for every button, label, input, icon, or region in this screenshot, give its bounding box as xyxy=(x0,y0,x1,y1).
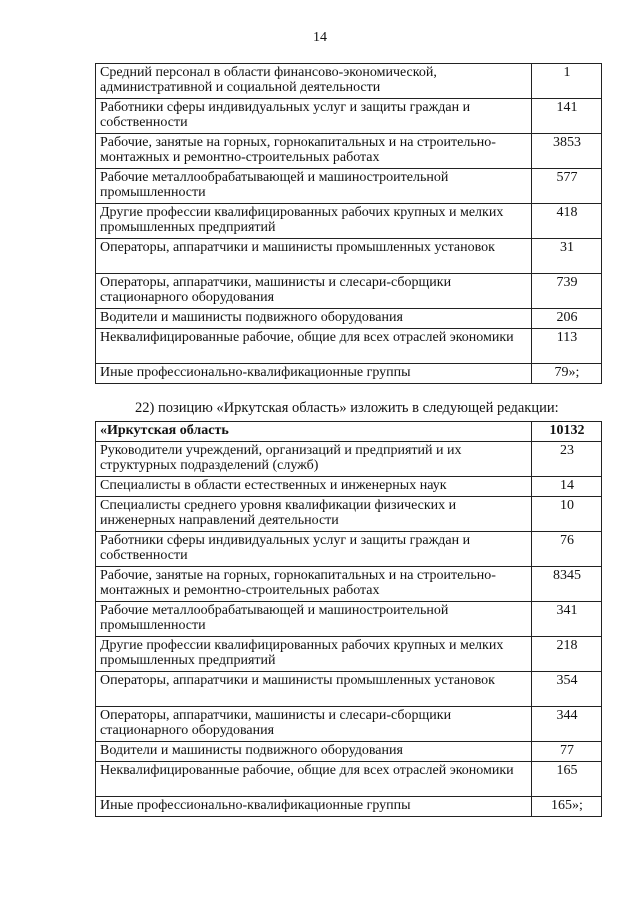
table-row xyxy=(96,567,602,602)
occupation-count: 218 xyxy=(532,637,602,672)
occupation-name: Руководители учреждений, организаций и предприятий и их структурных подразделений (служб) xyxy=(96,442,532,477)
table-row xyxy=(96,274,602,309)
table-row xyxy=(96,169,602,204)
table-row xyxy=(96,762,602,797)
occupation-count: 1 xyxy=(532,64,602,99)
occupation-name: Средний персонал в области финансово-экономической, административной и социальной деятельности xyxy=(96,64,532,99)
occupation-count: 14 xyxy=(532,477,602,497)
occupation-count: 165»; xyxy=(532,797,602,817)
occupation-name: Другие профессии квалифицированных рабочих крупных и мелких промышленных предприятий xyxy=(96,637,532,672)
occupation-count: 8345 xyxy=(532,567,602,602)
occupation-count: 10 xyxy=(532,497,602,532)
occupation-count: 79»; xyxy=(532,364,602,384)
occupation-table-irkutsk xyxy=(95,421,602,817)
occupation-count: 141 xyxy=(532,99,602,134)
occupation-name: Рабочие металлообрабатывающей и машиностроительной промышленности xyxy=(96,602,532,637)
table-row xyxy=(96,329,602,364)
table-row xyxy=(96,204,602,239)
table-row xyxy=(96,442,602,477)
occupation-name: Работники сферы индивидуальных услуг и защиты граждан и собственности xyxy=(96,532,532,567)
occupation-count: 577 xyxy=(532,169,602,204)
occupation-name: Специалисты в области естественных и инженерных наук xyxy=(96,477,532,497)
occupation-count: 739 xyxy=(532,274,602,309)
table-row xyxy=(96,532,602,567)
occupation-count: 344 xyxy=(532,707,602,742)
occupation-count: 76 xyxy=(532,532,602,567)
occupation-name: Иные профессионально-квалификационные группы xyxy=(96,364,532,384)
occupation-count: 77 xyxy=(532,742,602,762)
occupation-name: Рабочие металлообрабатывающей и машиностроительной промышленности xyxy=(96,169,532,204)
region-name: «Иркутская область xyxy=(96,422,532,442)
table-row xyxy=(96,742,602,762)
occupation-name: Работники сферы индивидуальных услуг и защиты граждан и собственности xyxy=(96,99,532,134)
occupation-name: Специалисты среднего уровня квалификации физических и инженерных направлений деятельности xyxy=(96,497,532,532)
table-row xyxy=(96,477,602,497)
occupation-name: Другие профессии квалифицированных рабочих крупных и мелких промышленных предприятий xyxy=(96,204,532,239)
table-row xyxy=(96,239,602,274)
occupation-count: 23 xyxy=(532,442,602,477)
amendment-instruction: 22) позицию «Иркутская область» изложить в следующей редакции: xyxy=(135,400,559,416)
occupation-name: Рабочие, занятые на горных, горнокапитальных и на строительно-монтажных и ремонтно-строительных работах xyxy=(96,134,532,169)
table-row xyxy=(96,364,602,384)
occupation-count: 206 xyxy=(532,309,602,329)
occupation-name: Водители и машинисты подвижного оборудования xyxy=(96,742,532,762)
occupation-name: Операторы, аппаратчики, машинисты и слесари-сборщики стационарного оборудования xyxy=(96,274,532,309)
occupation-name: Водители и машинисты подвижного оборудования xyxy=(96,309,532,329)
table-row xyxy=(96,672,602,707)
occupation-count: 31 xyxy=(532,239,602,274)
occupation-name: Неквалифицированные рабочие, общие для всех отраслей экономики xyxy=(96,762,532,797)
table-row xyxy=(96,309,602,329)
occupation-name: Операторы, аппаратчики и машинисты промышленных установок xyxy=(96,239,532,274)
table-row xyxy=(96,797,602,817)
table-row xyxy=(96,134,602,169)
table-row xyxy=(96,99,602,134)
occupation-count: 354 xyxy=(532,672,602,707)
table-row xyxy=(96,707,602,742)
occupation-name: Операторы, аппаратчики и машинисты промышленных установок xyxy=(96,672,532,707)
occupation-count: 165 xyxy=(532,762,602,797)
table-row xyxy=(96,64,602,99)
occupation-name: Иные профессионально-квалификационные группы xyxy=(96,797,532,817)
region-total: 10132 xyxy=(532,422,602,442)
occupation-name: Неквалифицированные рабочие, общие для всех отраслей экономики xyxy=(96,329,532,364)
occupation-table-previous-region xyxy=(95,63,602,384)
occupation-count: 418 xyxy=(532,204,602,239)
page-number: 14 xyxy=(313,30,327,45)
occupation-name: Операторы, аппаратчики, машинисты и слесари-сборщики стационарного оборудования xyxy=(96,707,532,742)
occupation-count: 3853 xyxy=(532,134,602,169)
occupation-count: 341 xyxy=(532,602,602,637)
table-row xyxy=(96,637,602,672)
table-row xyxy=(96,497,602,532)
table-row xyxy=(96,602,602,637)
occupation-count: 113 xyxy=(532,329,602,364)
occupation-name: Рабочие, занятые на горных, горнокапитальных и на строительно-монтажных и ремонтно-строительных работах xyxy=(96,567,532,602)
table-header-row xyxy=(96,422,602,442)
